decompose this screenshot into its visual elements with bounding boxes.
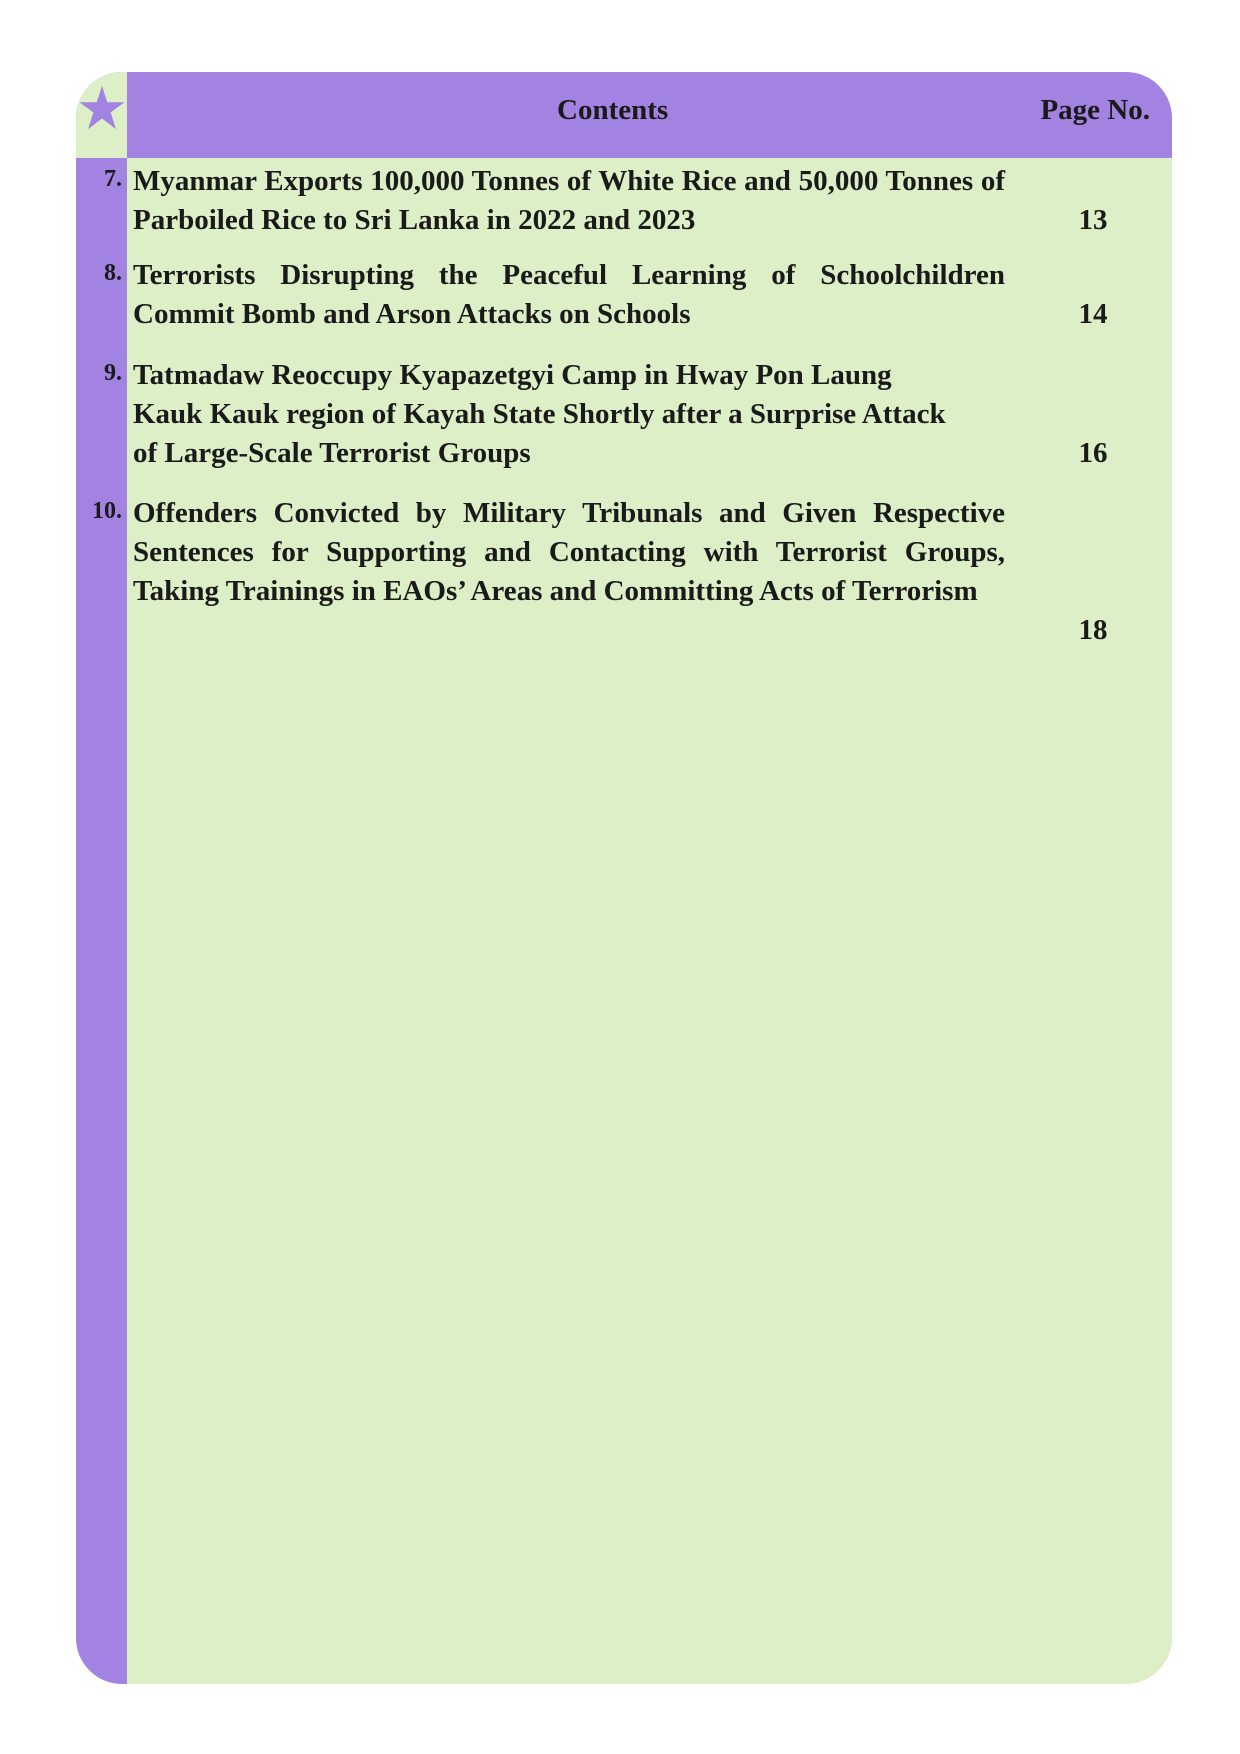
entry-number: 8. (104, 260, 122, 286)
entry-page-number: 16 (1078, 437, 1108, 469)
entry-number: 9. (104, 360, 122, 386)
entry-page-number: 18 (1078, 614, 1108, 646)
entry-title: Offenders Convicted by Military Tribunals and Given Respective Sentences for Supporting and Contacting with Terrorist Groups, Taking Trainings in EAOs’ Areas and Committing Acts of Terrorism (133, 497, 1005, 607)
side-bar (76, 72, 127, 1684)
entry-number: 7. (104, 166, 122, 192)
entry-number: 10. (92, 498, 122, 524)
entry-title: Terrorists Disrupting the Peaceful Learning of Schoolchildren Commit Bomb and Arson Attacks on Schools (133, 259, 1005, 330)
contents-header (127, 72, 1172, 158)
contents-heading: Contents (557, 94, 669, 126)
entry-title: Myanmar Exports 100,000 Tonnes of White Rice and 50,000 Tonnes of Parboiled Rice to Sri Lanka in 2022 and 2023 (133, 165, 1005, 236)
entry-page-number: 13 (1078, 204, 1108, 236)
contents-panel (76, 72, 1172, 1684)
entry-page-number: 14 (1078, 298, 1108, 330)
entry-title: Tatmadaw Reoccupy Kyapazetgyi Camp in Hway Pon Laung Kauk Kauk region of Kayah State Shortly after a Surprise Attack of Large-Scale Terrorist Groups (133, 359, 946, 469)
corner-cell (76, 72, 127, 158)
star-icon (78, 84, 126, 132)
page-no-heading: Page No. (1040, 94, 1150, 126)
